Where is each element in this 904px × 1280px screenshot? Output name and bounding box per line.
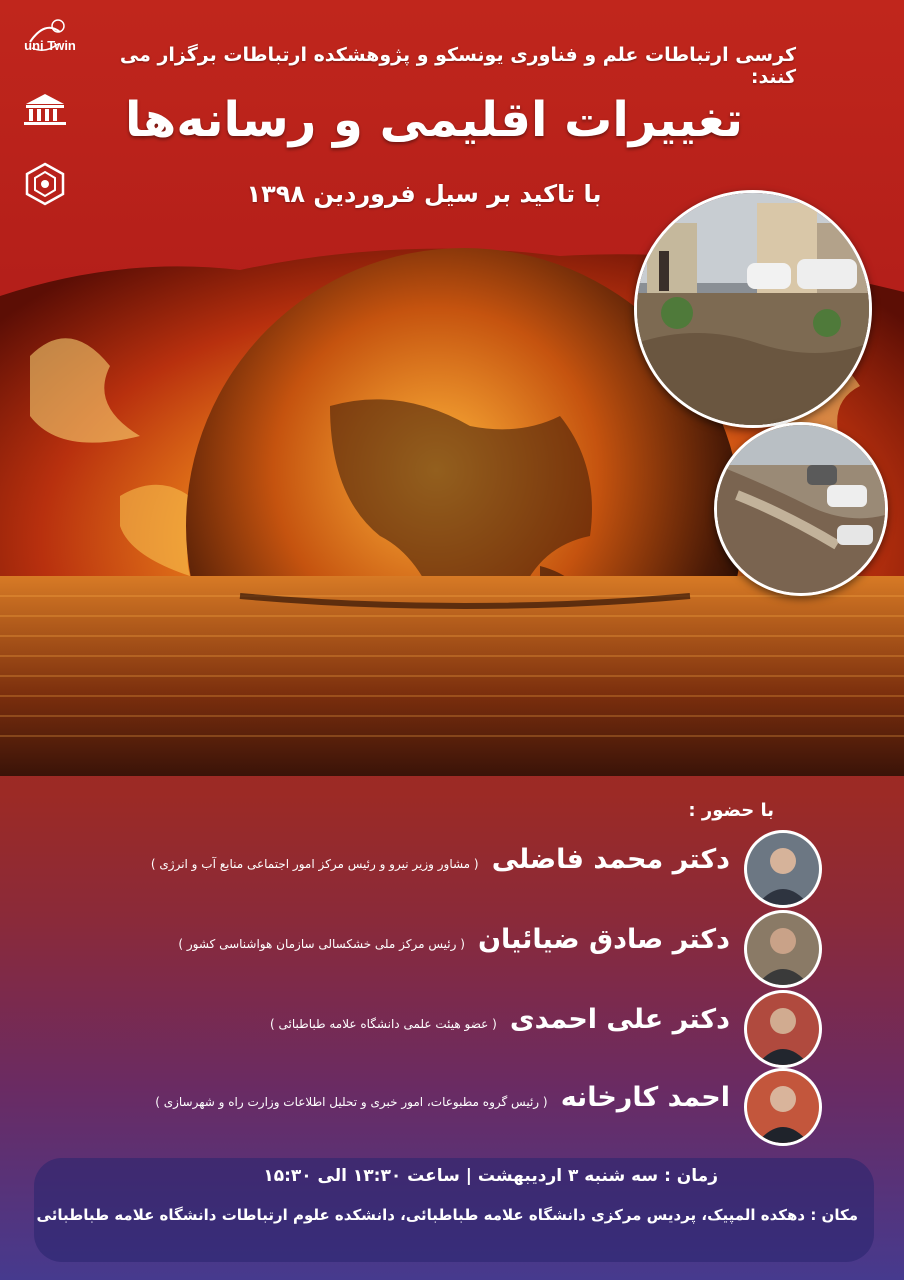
speaker-name: دکتر محمد فاضلی	[491, 844, 730, 875]
flood-street-icon	[637, 193, 869, 425]
logo-column	[6, 10, 84, 230]
event-location: مکان : دهکده المپیک، پردیس مرکزی دانشگاه علامه طباطبائی، دانشکده علوم ارتباطات دانشگاه علامه طباطبائی	[36, 1206, 858, 1224]
unitwin-wordmark: uni Twin	[24, 38, 76, 53]
speaker-role: ( رئیس مرکز ملی خشکسالی سازمان هواشناسی کشور )	[178, 937, 465, 951]
speaker-avatar	[744, 990, 822, 1068]
flood-street-photo	[634, 190, 872, 428]
speaker-name: دکتر علی احمدی	[509, 1004, 730, 1035]
person-icon	[747, 833, 819, 905]
unesco-logo	[6, 92, 84, 130]
research-institute-logo	[6, 160, 84, 212]
speaker-avatar	[744, 1068, 822, 1146]
speaker-role: ( مشاور وزیر نیرو و رئیس مرکز امور اجتماعی منابع آب و انرژی )	[150, 857, 479, 871]
speaker-avatar	[744, 910, 822, 988]
flood-river-icon	[717, 425, 885, 593]
unitwin-logo	[6, 14, 84, 83]
speaker-role: ( عضو هیئت علمی دانشگاه علامه طباطبائی )	[270, 1017, 497, 1031]
page-subtitle: با تاکید بر سیل فروردین ۱۳۹۸	[246, 180, 602, 208]
page-title: تغییرات اقلیمی و رسانه‌ها	[125, 92, 743, 148]
person-icon	[747, 913, 819, 985]
organizers-intro: کرسی ارتباطات علم و فناوری یونسکو و پژوهشکده ارتباطات برگزار می کنند:	[119, 44, 796, 88]
speaker-item	[82, 830, 822, 908]
institute-emblem-icon	[23, 160, 67, 208]
person-icon	[747, 993, 819, 1065]
event-time: زمان : سه شنبه ۳ اردیبهشت | ساعت ۱۳:۳۰ الی ۱۵:۳۰	[263, 1166, 718, 1186]
person-icon	[747, 1071, 819, 1143]
unesco-temple-icon	[22, 92, 68, 126]
speaker-item	[82, 1068, 822, 1146]
speaker-name: احمد کارخانه	[560, 1082, 730, 1113]
speaker-item	[82, 990, 822, 1068]
speaker-item	[82, 910, 822, 988]
speaker-name: دکتر صادق ضیائیان	[478, 924, 730, 955]
hero-illustration	[0, 236, 904, 776]
speaker-role: ( رئیس گروه مطبوعات، امور خبری و تحلیل اطلاعات وزارت راه و شهرسازی )	[155, 1095, 548, 1109]
flood-river-photo	[714, 422, 888, 596]
speaker-avatar	[744, 830, 822, 908]
attendees-label: با حضور :	[688, 800, 774, 821]
